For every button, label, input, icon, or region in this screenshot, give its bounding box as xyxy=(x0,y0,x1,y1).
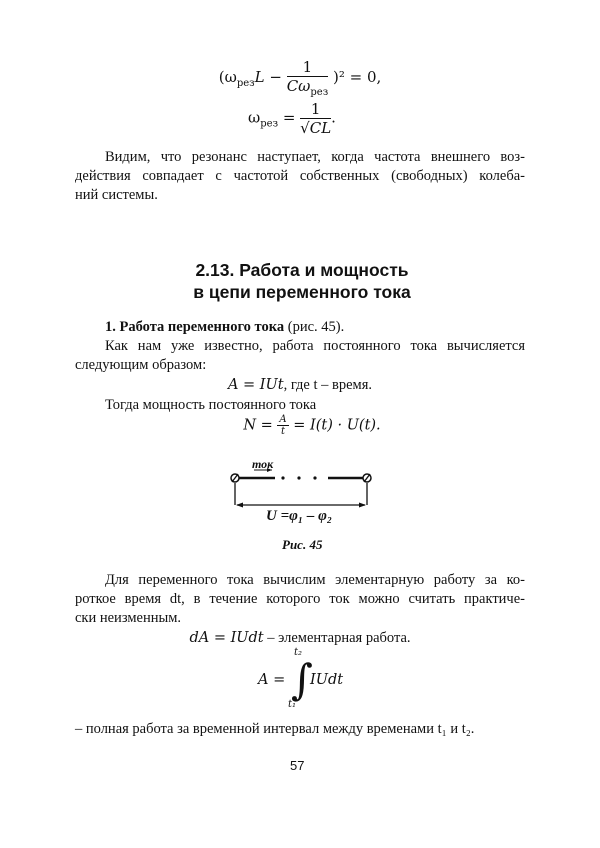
integral-sign: ∫ xyxy=(291,655,313,704)
paragraph-line: Тогда мощность постоянного тока xyxy=(105,397,317,413)
paragraph-line: действия совпадает с частотой собственных (свободных) колеба- xyxy=(75,168,525,184)
integral-body: IUdt xyxy=(310,672,344,688)
integral-upper-limit: t₂ xyxy=(294,647,303,658)
paragraph-line: ски неизменным. xyxy=(75,610,182,626)
formula-resonance-frequency: $\omega_{рез}$ = $\frac{1}{√CL}$ . xyxy=(248,100,336,137)
item-heading: 1. Работа переменного тока (рис. 45). xyxy=(105,319,345,335)
paragraph-line: роткое время dt, в течение которого ток можно считать практиче- xyxy=(75,591,525,607)
paragraph-line: Видим, что резонанс наступает, когда частота внешнего воз- xyxy=(105,149,525,165)
paragraph-line: следующим образом: xyxy=(75,357,207,373)
paragraph-line: Для переменного тока вычислим элементарную работу за ко- xyxy=(105,572,525,588)
paragraph-line: – полная работа за временной интервал между временами t₁ и t₂. xyxy=(75,721,475,737)
figure-caption: Рис. 45 xyxy=(282,537,323,552)
formula-dc-power: N = $\frac{A}{t}$ = I(t) · U(t). xyxy=(243,414,381,437)
paragraph-line: Как нам уже известно, работа постоянного тока вычисляется xyxy=(105,338,525,354)
voltage-label: U =φ₁ – φ₂ xyxy=(266,508,333,524)
formula-dc-work: A = IUt, где t – время. xyxy=(227,377,373,393)
integral-lower-limit: t₁ xyxy=(288,699,297,710)
formula-elementary-work: dA = IUdt – элементарная работа. xyxy=(189,630,411,646)
integral-left: A = xyxy=(258,672,286,688)
section-heading: 2.13. Работа и мощность в цепи переменного тока xyxy=(193,260,411,302)
formula-resonance-condition: ($\omega_{рез}L$ − $\frac{1}{C\omega_{рез}}$ )² = 0, xyxy=(218,58,382,98)
paragraph-line: ний системы. xyxy=(75,187,158,203)
current-label: ток xyxy=(252,457,274,471)
page-number: 57 xyxy=(290,758,305,773)
